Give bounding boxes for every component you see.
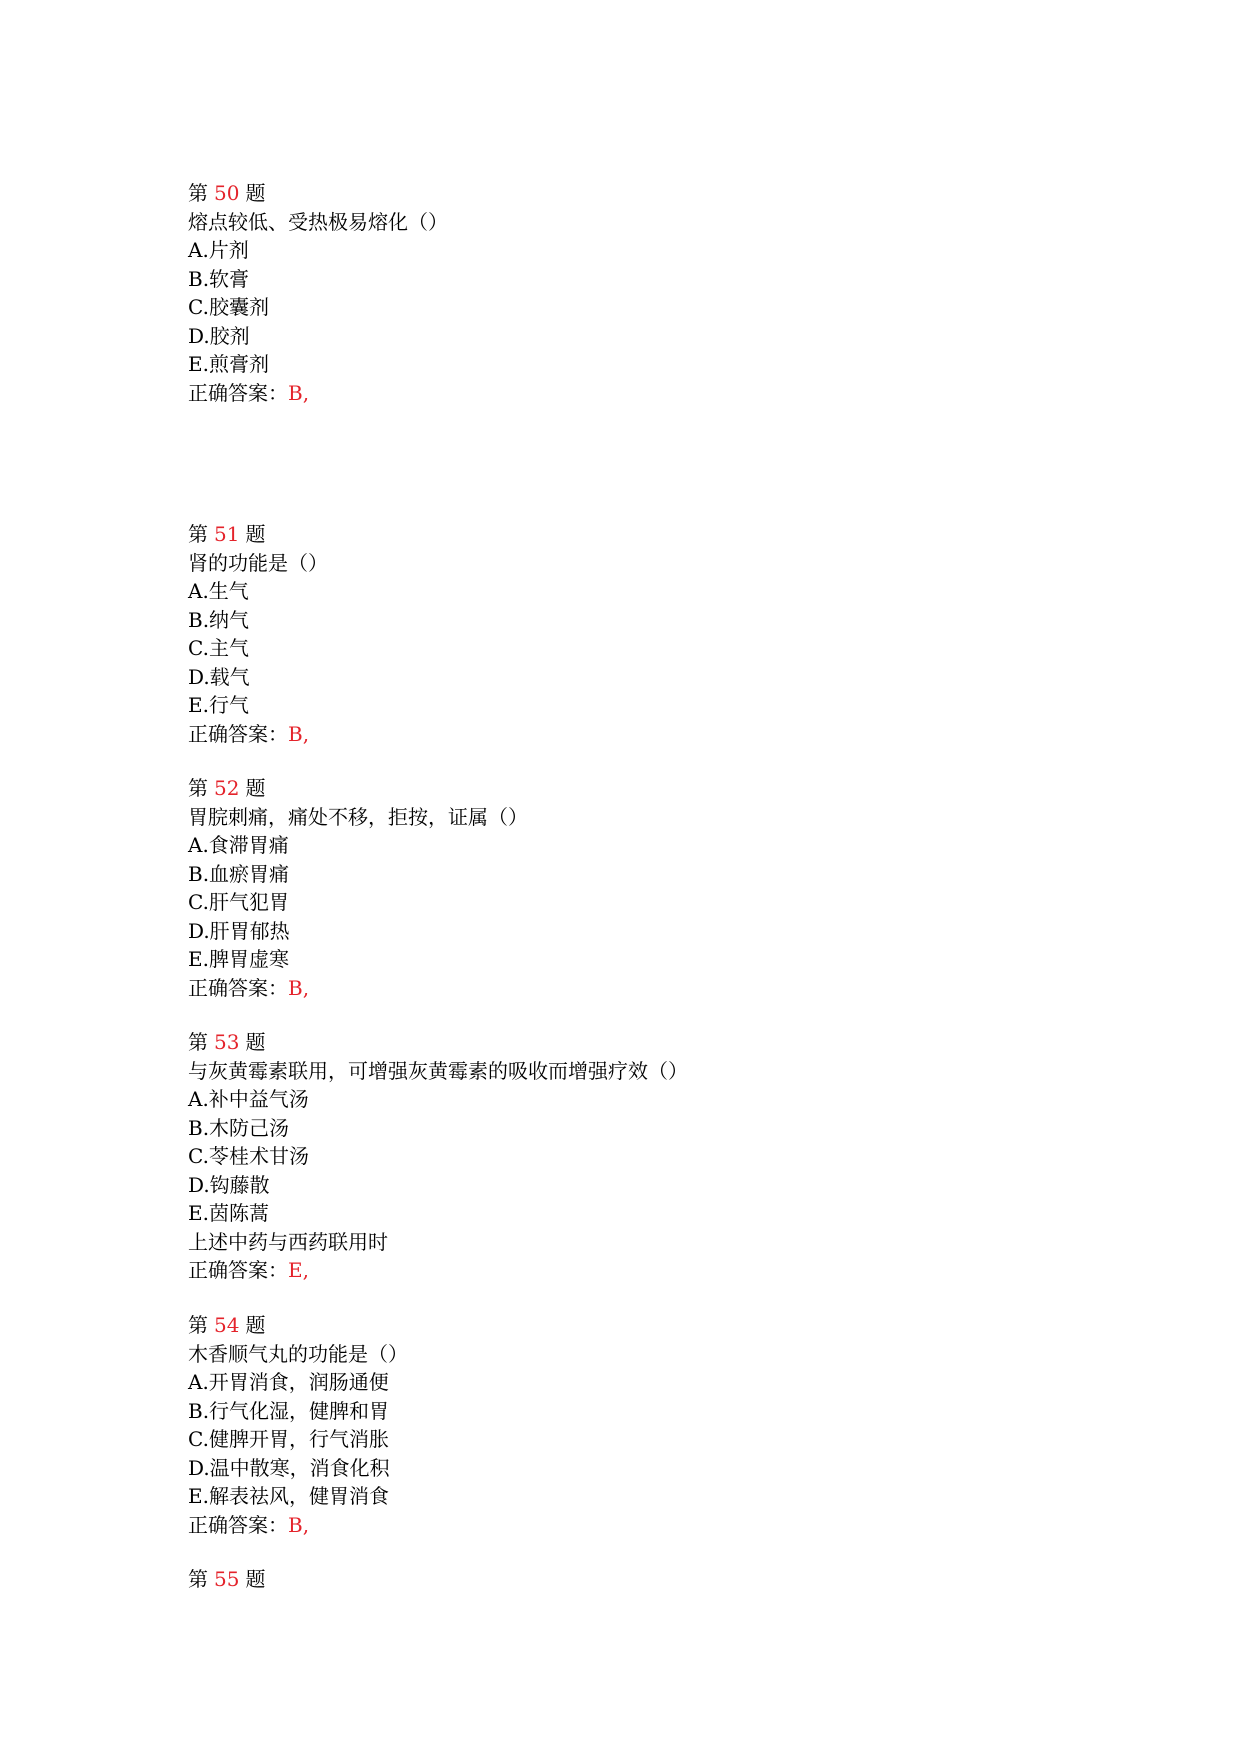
question-number: 55 bbox=[214, 1567, 240, 1591]
question-number: 54 bbox=[214, 1313, 240, 1337]
option-e: E.茵陈蒿 bbox=[188, 1201, 269, 1225]
question-stem: 肾的功能是（） bbox=[188, 550, 328, 575]
question-block bbox=[188, 1565, 1168, 1594]
option-c: C.肝气犯胃 bbox=[188, 890, 289, 914]
question-number: 51 bbox=[214, 522, 240, 546]
question-suffix: 题 bbox=[245, 522, 266, 546]
answer-label: 正确答案： bbox=[188, 380, 288, 405]
answer-line bbox=[188, 974, 1168, 1003]
answer-line bbox=[188, 379, 1168, 408]
question-prefix: 第 bbox=[188, 1567, 208, 1591]
option-a: A.片剂 bbox=[188, 238, 249, 262]
question-stem: 胃脘刺痛，痛处不移，拒按，证属（） bbox=[188, 804, 528, 829]
question-prefix: 第 bbox=[188, 522, 208, 546]
answer-value: B, bbox=[288, 380, 310, 405]
question-suffix: 题 bbox=[245, 1030, 266, 1054]
option-a: A.补中益气汤 bbox=[188, 1087, 309, 1111]
answer-value: B, bbox=[288, 721, 310, 746]
option-c: C.主气 bbox=[188, 636, 249, 660]
option-d: D.胶剂 bbox=[188, 323, 250, 348]
option-c: C.苓桂术甘汤 bbox=[188, 1144, 309, 1168]
question-prefix: 第 bbox=[188, 1030, 208, 1054]
option-e: E.煎膏剂 bbox=[188, 352, 269, 376]
option-a: A.开胃消食，润肠通便 bbox=[188, 1370, 389, 1394]
question-prefix: 第 bbox=[188, 181, 208, 205]
option-b: B.软膏 bbox=[188, 266, 250, 291]
option-e: E.脾胃虚寒 bbox=[188, 947, 289, 971]
option-b: B.血瘀胃痛 bbox=[188, 861, 290, 886]
question-block bbox=[188, 520, 1168, 748]
question-suffix: 题 bbox=[245, 776, 266, 800]
question-heading bbox=[188, 179, 1168, 208]
option-d: D.肝胃郁热 bbox=[188, 918, 290, 943]
question-suffix: 题 bbox=[245, 181, 266, 205]
answer-value: E, bbox=[288, 1258, 309, 1282]
answer-label: 正确答案： bbox=[188, 721, 288, 746]
option-e: E.解表祛风，健胃消食 bbox=[188, 1484, 389, 1508]
question-number: 53 bbox=[214, 1030, 240, 1054]
option-d: D.载气 bbox=[188, 664, 250, 689]
question-stem: 与灰黄霉素联用，可增强灰黄霉素的吸收而增强疗效（） bbox=[188, 1058, 688, 1083]
question-block bbox=[188, 179, 1168, 407]
option-d: D.温中散寒，消食化积 bbox=[188, 1455, 390, 1480]
answer-label: 正确答案： bbox=[188, 1258, 288, 1282]
option-b: B.行气化湿，健脾和胃 bbox=[188, 1398, 390, 1423]
option-b: B.木防己汤 bbox=[188, 1115, 290, 1140]
answer-value: B, bbox=[288, 1512, 310, 1537]
option-a: A.生气 bbox=[188, 579, 249, 603]
option-c: C.胶囊剂 bbox=[188, 295, 269, 319]
question-block bbox=[188, 1028, 1168, 1285]
question-heading bbox=[188, 774, 1168, 803]
answer-label: 正确答案： bbox=[188, 975, 288, 1000]
question-number: 50 bbox=[214, 181, 240, 205]
question-suffix: 题 bbox=[245, 1313, 266, 1337]
question-heading bbox=[188, 1311, 1168, 1340]
question-suffix: 题 bbox=[245, 1567, 266, 1591]
option-b: B.纳气 bbox=[188, 607, 250, 632]
answer-value: B, bbox=[288, 975, 310, 1000]
question-prefix: 第 bbox=[188, 776, 208, 800]
answer-line bbox=[188, 1256, 1168, 1285]
answer-line bbox=[188, 720, 1168, 749]
option-c: C.健脾开胃，行气消胀 bbox=[188, 1427, 389, 1451]
question-stem: 熔点较低、受热极易熔化（） bbox=[188, 209, 448, 234]
question-note: 上述中药与西药联用时 bbox=[188, 1229, 388, 1254]
answer-line bbox=[188, 1511, 1168, 1540]
question-heading bbox=[188, 1565, 1168, 1594]
option-d: D.钩藤散 bbox=[188, 1172, 270, 1197]
option-e: E.行气 bbox=[188, 693, 249, 717]
question-heading bbox=[188, 520, 1168, 549]
question-number: 52 bbox=[214, 776, 240, 800]
question-block bbox=[188, 1311, 1168, 1539]
answer-label: 正确答案： bbox=[188, 1512, 288, 1537]
question-prefix: 第 bbox=[188, 1313, 208, 1337]
question-block bbox=[188, 774, 1168, 1002]
question-stem: 木香顺气丸的功能是（） bbox=[188, 1341, 408, 1366]
question-heading bbox=[188, 1028, 1168, 1057]
option-a: A.食滞胃痛 bbox=[188, 833, 289, 857]
